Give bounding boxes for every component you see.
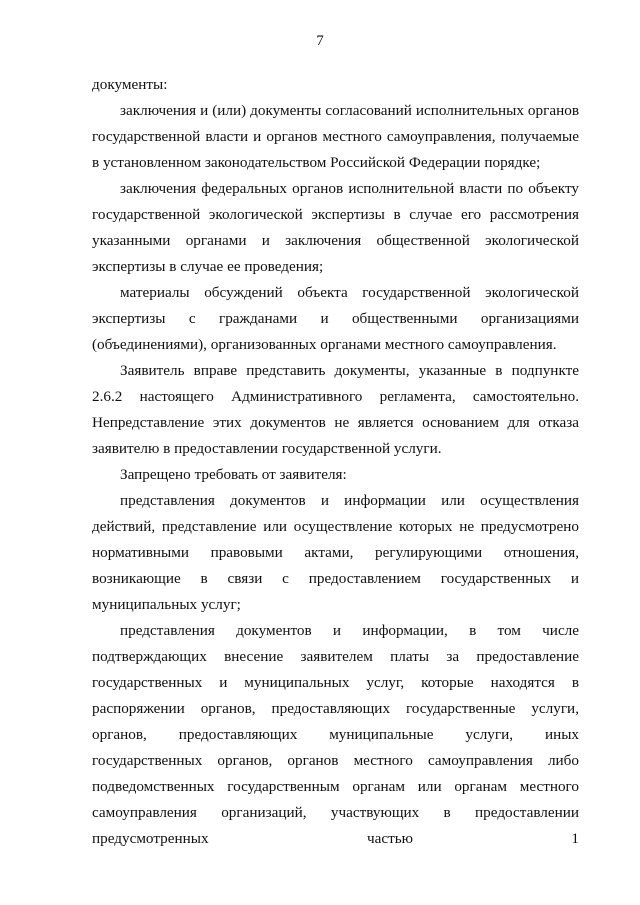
paragraph-applicant-right: Заявитель вправе представить документы, указанные в подпункте 2.6.2 настоящего Административного регламента, самостоятельно. Непредставление этих документов не является основанием для отказа заявителю в предоставлении государственной услуги. (92, 362, 579, 457)
paragraph-prohibited-actions: представления документов и информации или осуществления действий, представление или осуществление которых не предусмотрено нормативными правовыми актами, регулирующими отношения, возникающие в связи с предоставлением государственных и муниципальных услуг; (92, 492, 579, 613)
document-body (92, 72, 579, 852)
page-number: 7 (316, 33, 324, 49)
paragraph-discussion-materials: материалы обсуждений объекта государственной экологической экспертизы с гражданами и общественными организациями (объединениями), организованных органами местного самоуправления. (92, 284, 579, 353)
paragraph-prohibited-heading: Запрещено требовать от заявителя: (120, 466, 347, 483)
paragraph-approval-documents: заключения и (или) документы согласований исполнительных органов государственной власти и органов местного самоуправления, получаемые в установленном законодательством Российской Федерации порядке; (92, 102, 579, 171)
paragraph-documents-heading: документы: (92, 76, 168, 93)
paragraph-prohibited-documents: представления документов и информации, в том числе подтверждающих внесение заявителем платы за предоставление государственных и муниципальных услуг, которые находятся в распоряжении органов, предоставляющих государственные услуги, органов, предоставляющих муниципальные услуги, иных государственных органов, органов местного самоуправления либо подведомственных государственным органам или органам местного самоуправления организаций, участвующих в предоставлении предусмотренных частью 1 (92, 622, 579, 847)
paragraph-federal-conclusions: заключения федеральных органов исполнительной власти по объекту государственной экологической экспертизы в случае его рассмотрения указанными органами и заключения общественной экологической экспертизы в случае ее проведения; (92, 180, 579, 275)
